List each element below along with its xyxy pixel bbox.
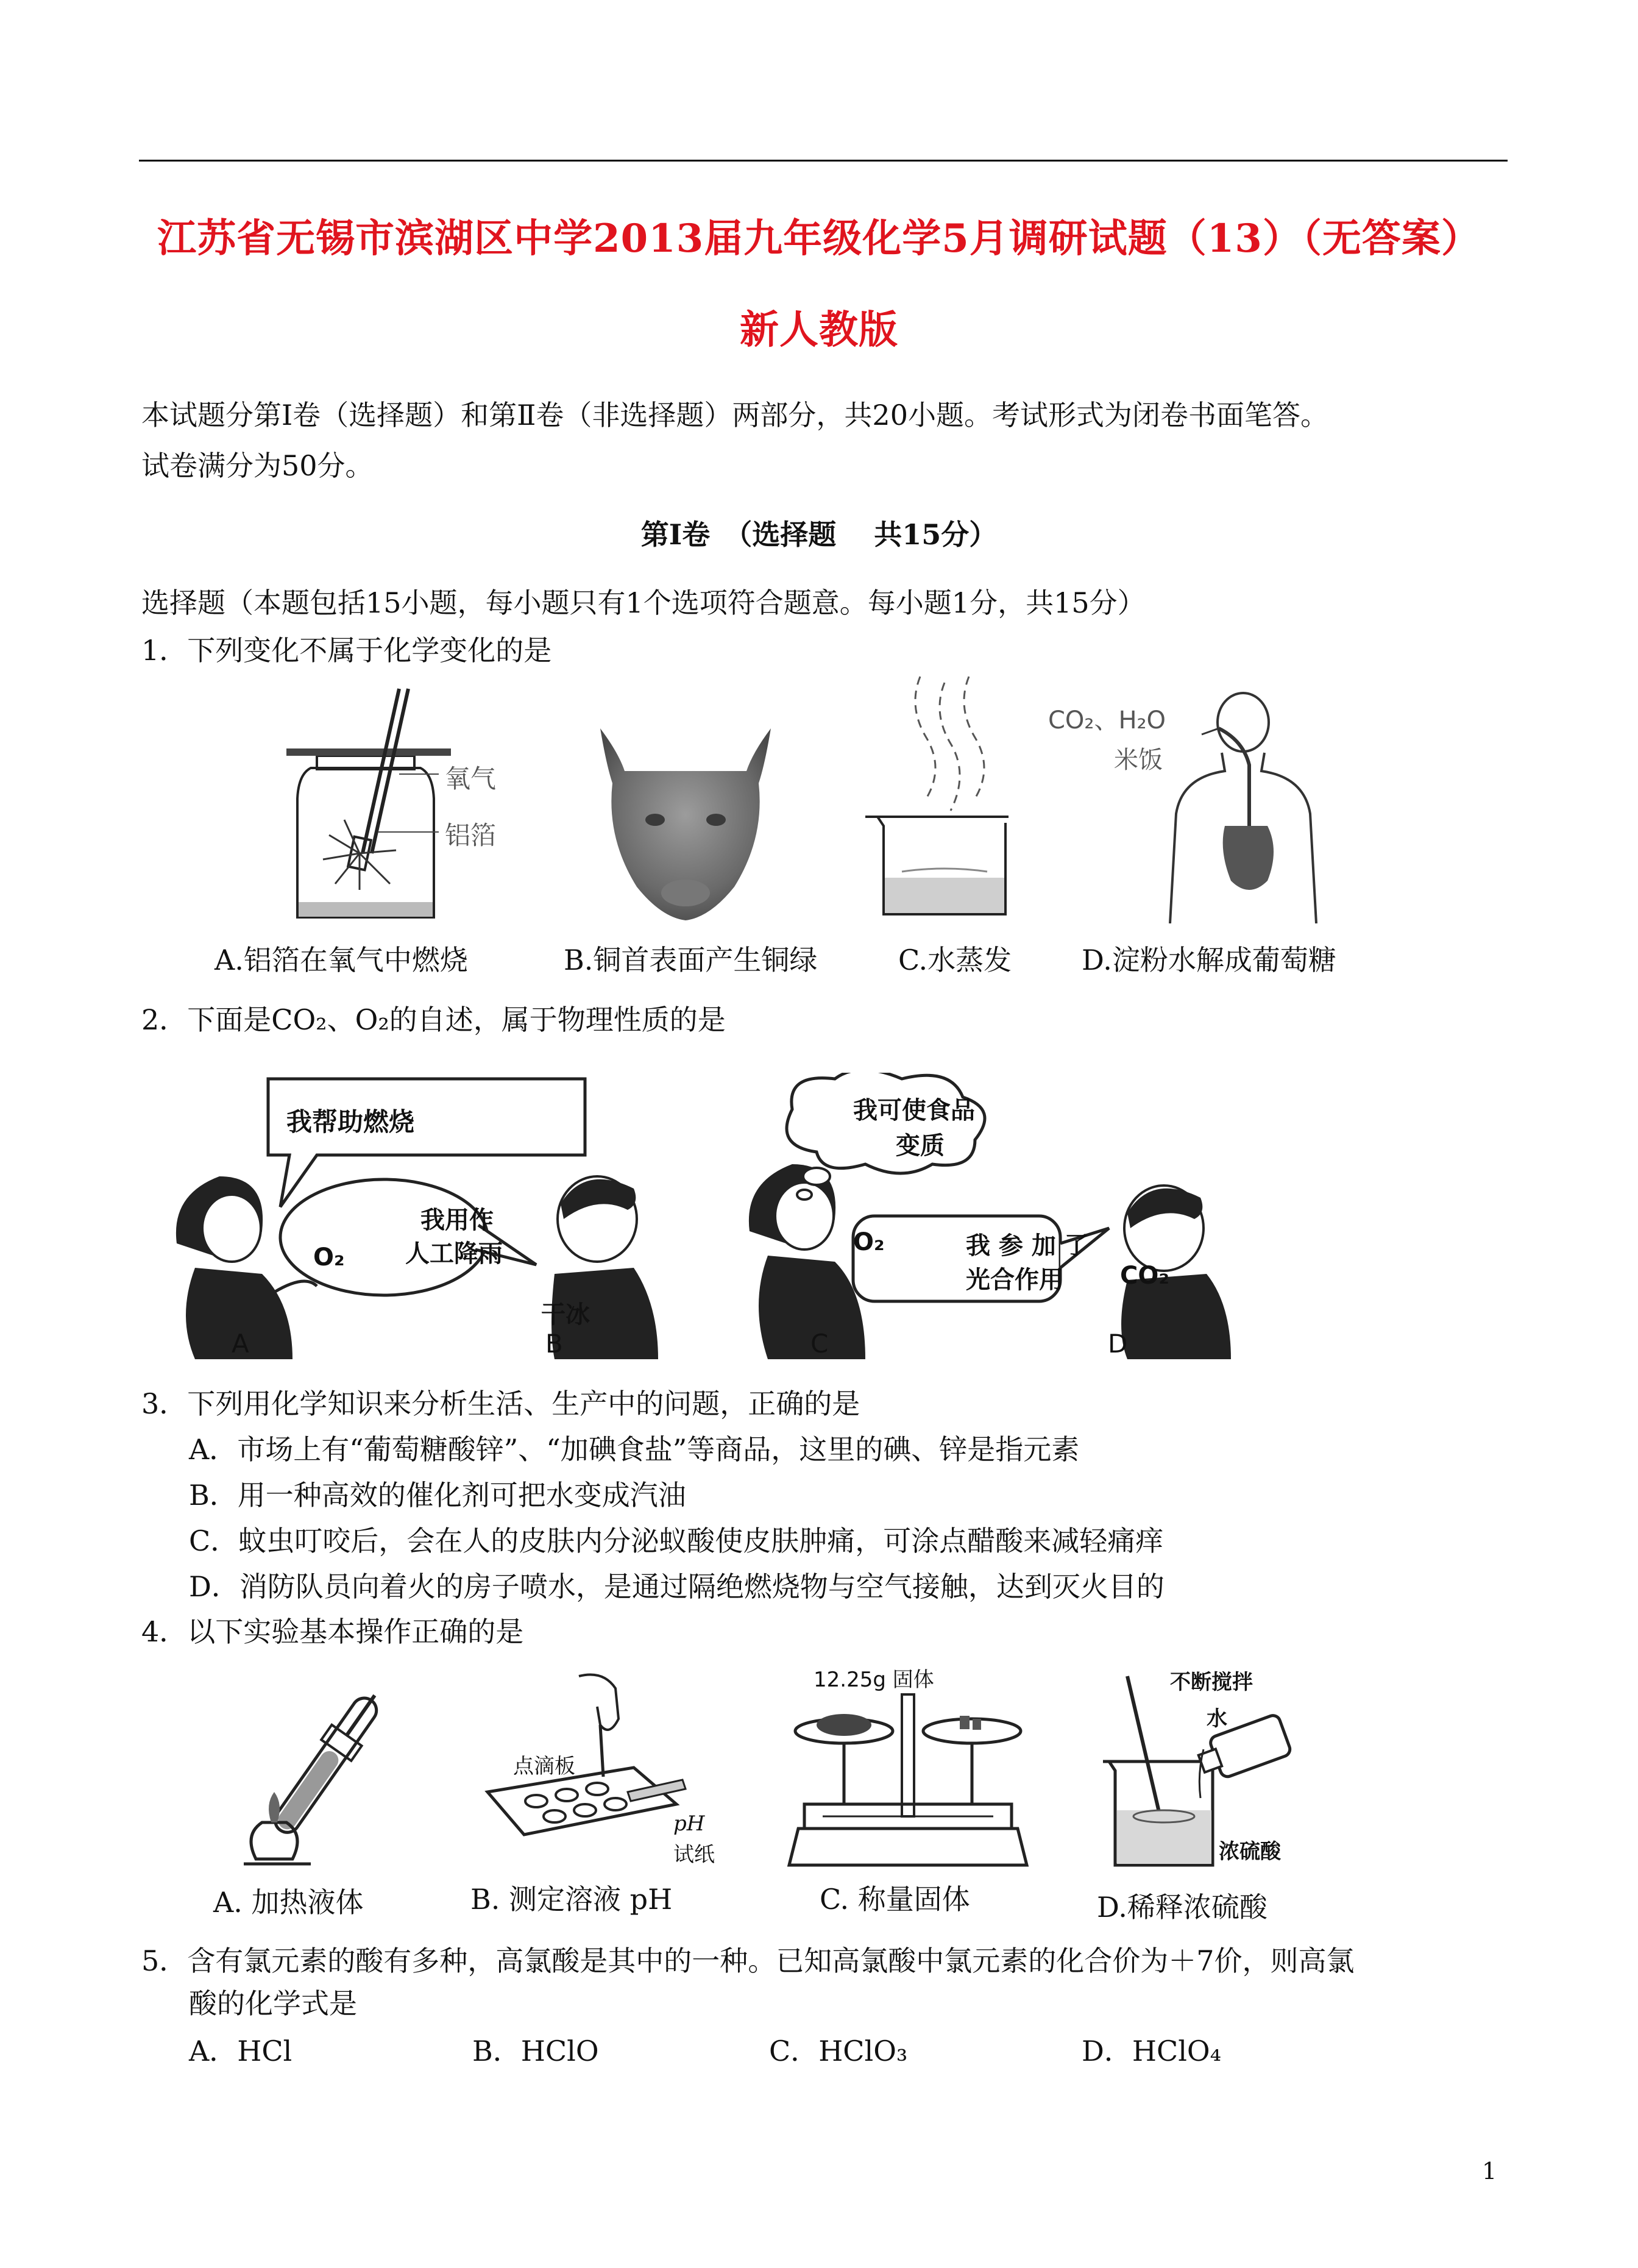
q2-letter-a: A bbox=[232, 1329, 249, 1359]
q4-option-c: C. 称量固体 bbox=[820, 1883, 970, 1916]
q4-water-label: 水 bbox=[1207, 1707, 1227, 1731]
q2-dry-ice-label: 干冰 bbox=[541, 1301, 590, 1329]
q3-stem: 3．下列用化学知识来分析生活、生产中的问题，正确的是 bbox=[141, 1387, 860, 1420]
q1-fig-c-beaker bbox=[853, 670, 1036, 926]
q5-option-a: A．HCl bbox=[189, 2035, 292, 2067]
q2-stem: 2．下面是CO₂、O₂的自述，属于物理性质的是 bbox=[141, 1003, 726, 1036]
q1-fig-b-bronze-head bbox=[582, 716, 789, 923]
intro-line-2: 试卷满分为50分。 bbox=[141, 449, 374, 482]
q5-stem-line-2: 酸的化学式是 bbox=[189, 1987, 357, 2020]
q3-option-c: C．蚊虫叮咬后，会在人的皮肤内分泌蚁酸使皮肤肿痛，可涂点醋酸来减轻痛痒 bbox=[189, 1524, 1164, 1557]
q1-rice-label: 米饭 bbox=[1114, 746, 1163, 774]
header-rule bbox=[139, 160, 1508, 162]
q2-letter-b: B bbox=[545, 1329, 563, 1359]
q4-option-d: D.稀释浓硫酸 bbox=[1097, 1891, 1268, 1924]
q1-oxygen-label: 氧气 bbox=[445, 764, 497, 794]
page-subtitle: 新人教版 bbox=[740, 307, 898, 353]
q4-fig-a-heating bbox=[219, 1670, 427, 1877]
section-instruction: 选择题（本题包括15小题，每小题只有1个选项符合题意。每小题1分，共15分） bbox=[141, 586, 1146, 619]
q4-solid-label: 12.25g 固体 bbox=[814, 1668, 934, 1692]
q2-letter-d: D bbox=[1108, 1329, 1128, 1359]
q5-stem-line-1: 5．含有氯元素的酸有多种，高氯酸是其中的一种。已知高氯酸中氯元素的化合价为＋7价，则高氯 bbox=[141, 1944, 1355, 1977]
q4-plate-label: 点滴板 bbox=[513, 1754, 575, 1779]
q2-bubble-b-line2: 人工降雨 bbox=[405, 1240, 503, 1268]
q3-option-d: D．消防队员向着火的房子喷水，是通过隔绝燃烧物与空气接触，达到灭火目的 bbox=[189, 1570, 1165, 1603]
page-number: 1 bbox=[1482, 2158, 1497, 2184]
q1-option-d: D.淀粉水解成葡萄糖 bbox=[1082, 944, 1336, 976]
q2-bubble-d-line2: 光合作用 bbox=[966, 1266, 1063, 1294]
q2-o2-label-a: O₂ bbox=[313, 1243, 345, 1271]
q1-foil-label: 铝箔 bbox=[445, 820, 497, 850]
q4-fig-c-balance bbox=[786, 1682, 1030, 1877]
q1-fig-a bbox=[274, 683, 548, 926]
q2-bubble-c-line1: 我可使食品 bbox=[853, 1097, 975, 1125]
q2-bubble-a: 我帮助燃烧 bbox=[286, 1107, 415, 1137]
intro-line-1: 本试题分第Ⅰ卷（选择题）和第Ⅱ卷（非选择题）两部分，共20小题。考试形式为闭卷书面笔答。 bbox=[141, 399, 1328, 432]
q4-option-a: A. 加热液体 bbox=[213, 1886, 364, 1919]
q3-option-b: B．用一种高效的催化剂可把水变成汽油 bbox=[189, 1479, 686, 1512]
q5-option-c: C．HClO₃ bbox=[769, 2035, 908, 2067]
q1-option-c: C.水蒸发 bbox=[898, 944, 1012, 976]
q1-gases-label: CO₂、H₂O bbox=[1048, 706, 1166, 734]
q4-acid-label: 浓硫酸 bbox=[1219, 1840, 1281, 1864]
q1-option-a: A.铝箔在氧气中燃烧 bbox=[214, 944, 468, 976]
q3-option-a: A．市场上有“葡萄糖酸锌”、“加碘食盐”等商品，这里的碘、锌是指元素 bbox=[189, 1433, 1080, 1466]
section-heading: 第Ⅰ卷 （选择题 共15分） bbox=[640, 518, 998, 551]
q2-letter-c: C bbox=[810, 1329, 829, 1359]
q4-stir-label: 不断搅拌 bbox=[1170, 1670, 1253, 1694]
q1-option-b: B.铜首表面产生铜绿 bbox=[564, 944, 818, 976]
q2-o2-label-c: O₂ bbox=[853, 1228, 885, 1256]
q1-stem: 1．下列变化不属于化学变化的是 bbox=[141, 634, 552, 667]
q4-fig-b-ph bbox=[475, 1670, 695, 1865]
q2-bubble-d-line1: 我 参 加 了 bbox=[966, 1232, 1089, 1260]
q4-option-b: B. 测定溶液 pH bbox=[470, 1883, 673, 1916]
q4-stem: 4．以下实验基本操作正确的是 bbox=[141, 1615, 524, 1648]
q1-fig-d-body bbox=[1158, 692, 1328, 923]
q4-paper-label: 试纸 bbox=[673, 1843, 715, 1867]
q5-option-b: B．HClO bbox=[472, 2035, 599, 2067]
q2-co2-label: CO₂ bbox=[1120, 1262, 1169, 1290]
q5-option-d: D．HClO₄ bbox=[1082, 2035, 1222, 2067]
q2-bubble-c-line2: 变质 bbox=[896, 1132, 945, 1160]
q4-ph-label: pH bbox=[673, 1811, 705, 1836]
page-title: 江苏省无锡市滨湖区中学2013届九年级化学5月调研试题（13）（无答案） bbox=[157, 216, 1481, 261]
q2-bubble-b-line1: 我用作 bbox=[420, 1206, 494, 1234]
